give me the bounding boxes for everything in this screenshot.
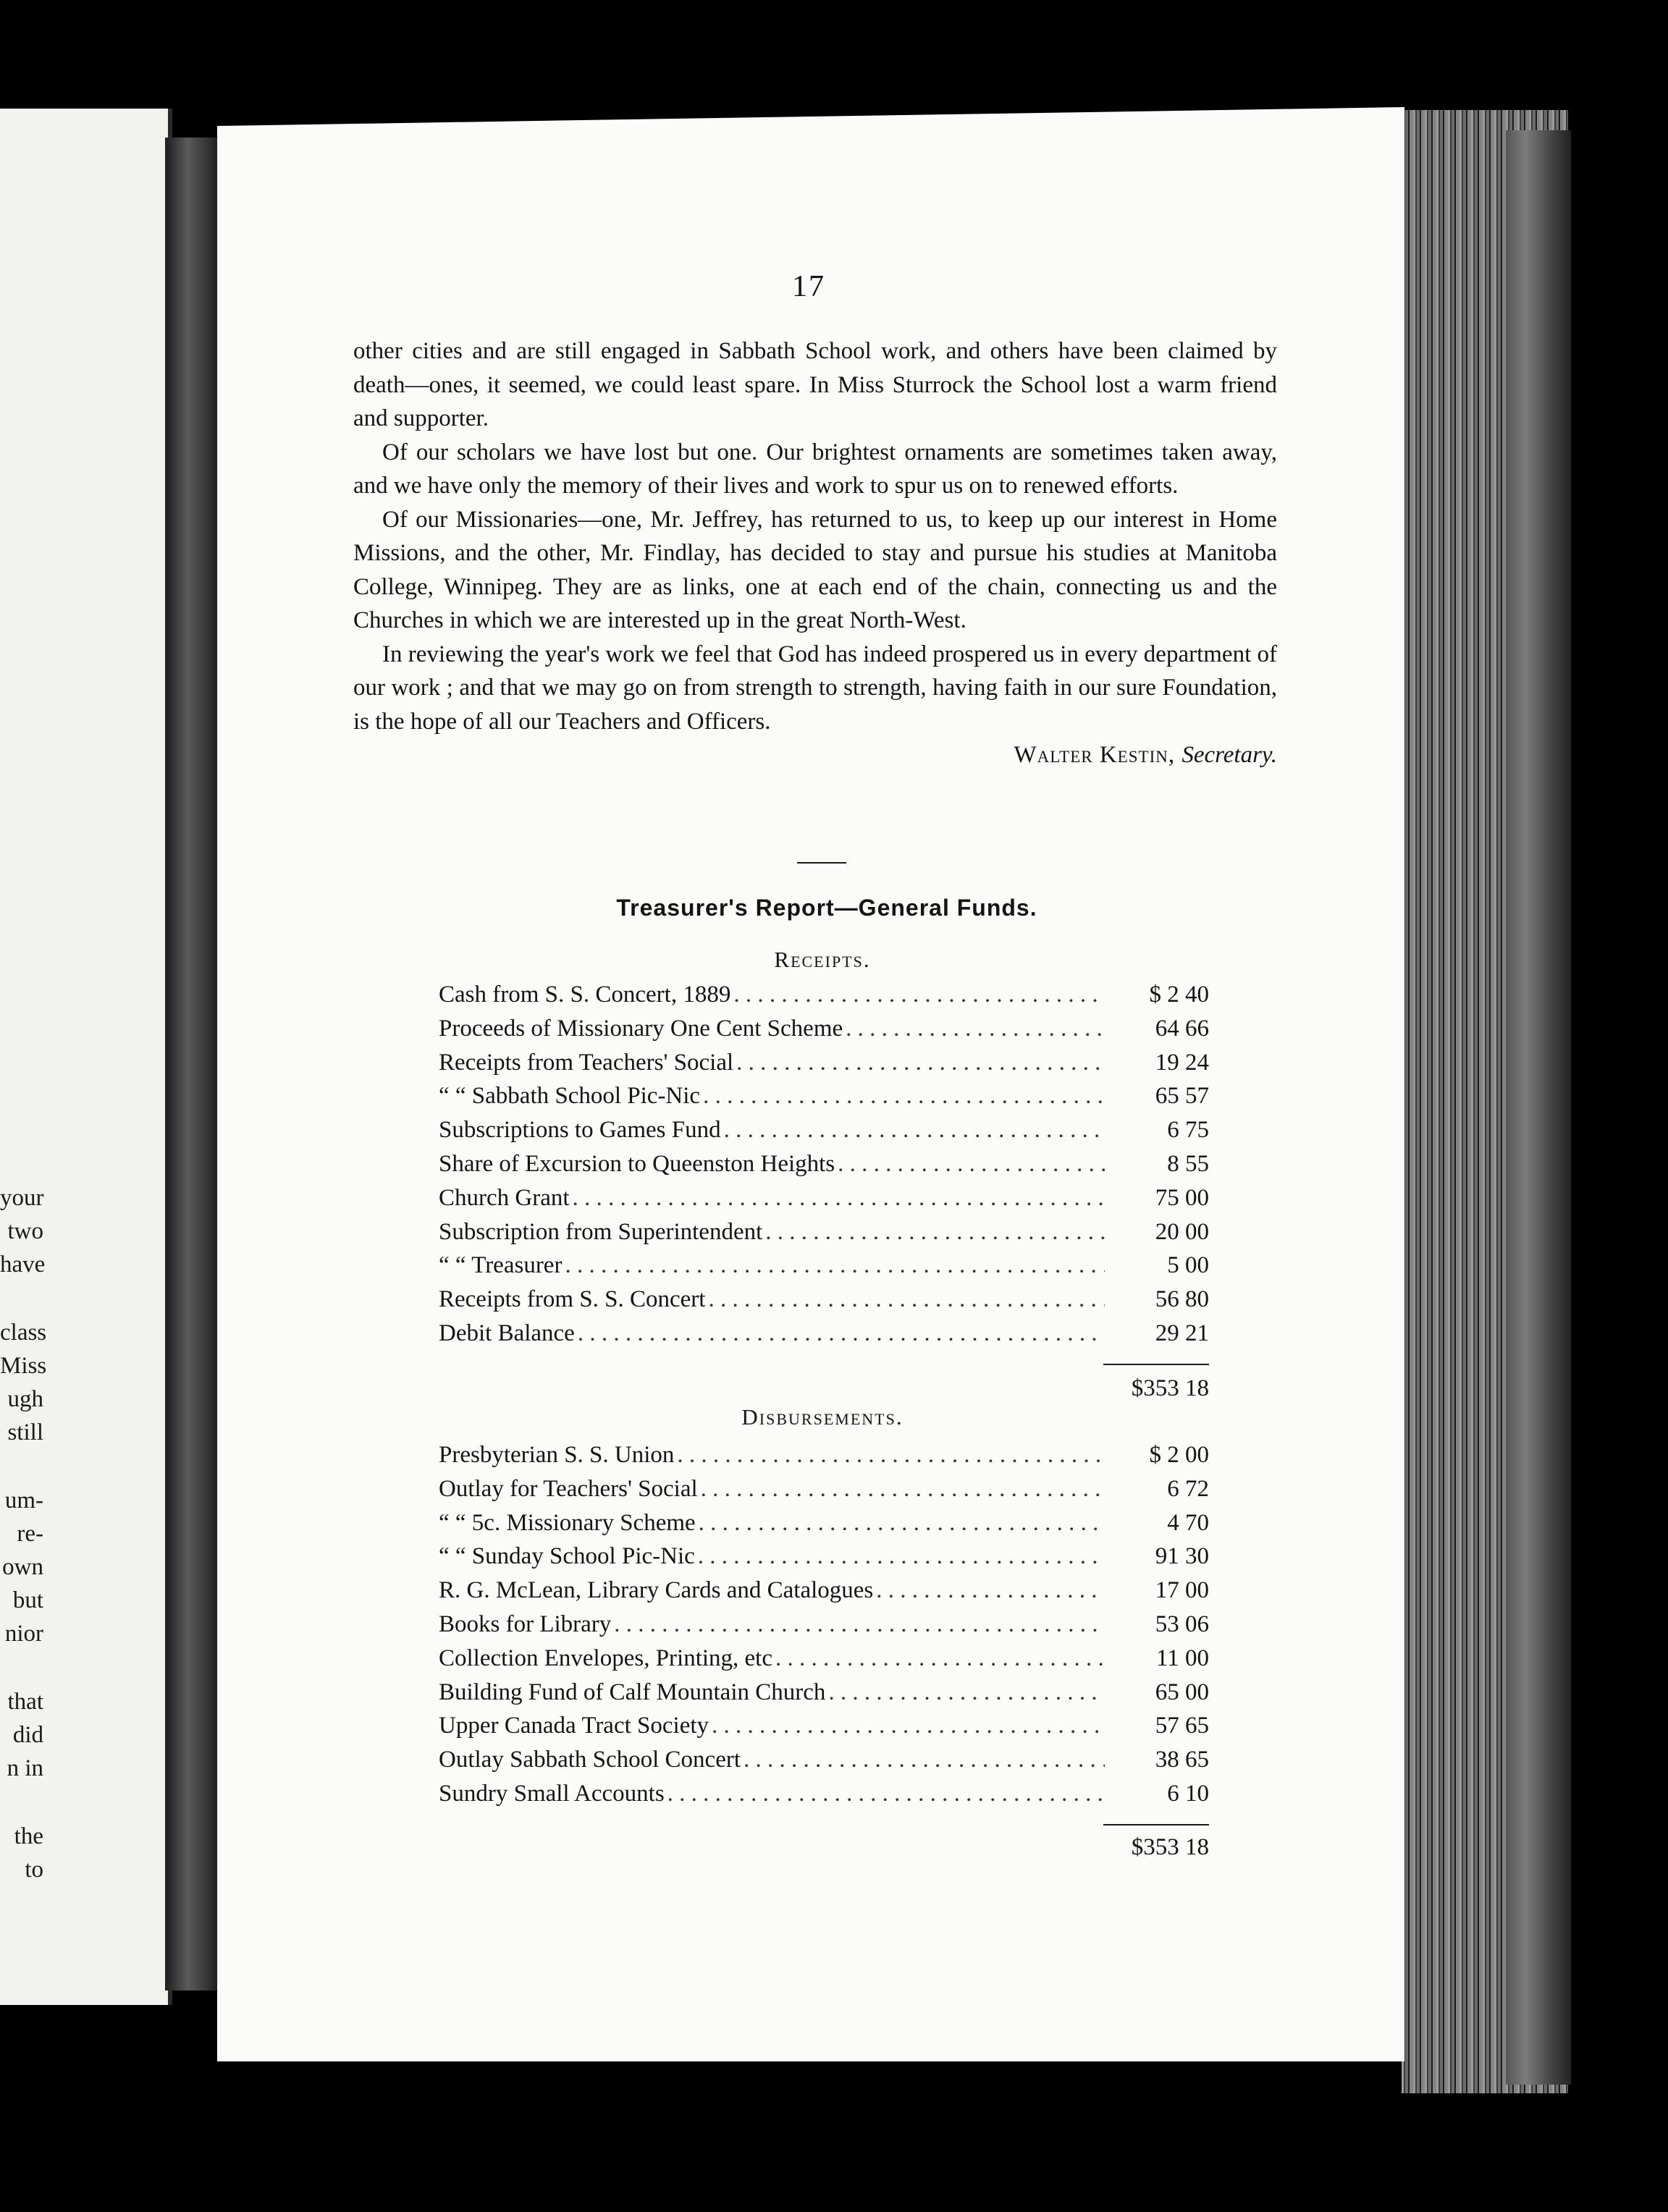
- ledger-item-label: Upper Canada Tract Society: [439, 1713, 709, 1739]
- ledger-item-label: Presbyterian S. S. Union: [439, 1442, 675, 1468]
- dot-leader: [708, 1286, 1105, 1313]
- ledger-item-amount: 65 00: [1155, 1679, 1209, 1705]
- ledger-item-amount: 56 80: [1155, 1286, 1209, 1313]
- ledger-row: [439, 1320, 1209, 1354]
- ledger-item-amount: 5 00: [1167, 1252, 1209, 1279]
- receipts-total-rule: [1103, 1364, 1209, 1365]
- dot-leader: [733, 982, 1105, 1008]
- disbursements-total-rule: [1103, 1824, 1209, 1825]
- ledger-item-amount: 19 24: [1155, 1049, 1209, 1076]
- ledger-row: [439, 1252, 1209, 1286]
- left-page-fragment: re-: [17, 1521, 43, 1547]
- receipts-total: $353 18: [1131, 1375, 1209, 1401]
- ledger-item-label: “ “ 5c. Missionary Scheme: [439, 1509, 696, 1536]
- left-page-fragment: two: [7, 1218, 43, 1244]
- ledger-row: [439, 1645, 1209, 1679]
- ledger-row: [439, 1747, 1209, 1781]
- ledger-item-amount: 17 00: [1155, 1577, 1209, 1604]
- disbursements-heading: Disbursements.: [741, 1404, 904, 1430]
- left-page-fragment: n in: [7, 1755, 43, 1781]
- dot-leader: [846, 1016, 1105, 1042]
- ledger-item-label: Collection Envelopes, Printing, etc: [439, 1645, 773, 1671]
- signature-title: Secretary.: [1182, 742, 1277, 768]
- ledger-item-label: Debit Balance: [439, 1320, 575, 1346]
- ledger-item-amount: 6 75: [1167, 1117, 1209, 1144]
- ledger-item-amount: 38 65: [1155, 1747, 1209, 1773]
- ledger-item-amount: 11 00: [1155, 1645, 1209, 1671]
- signature-name: Walter Kestin,: [1014, 742, 1176, 768]
- left-page-fragment: to: [25, 1857, 43, 1883]
- ledger-item-label: Building Fund of Calf Mountain Church: [439, 1679, 826, 1705]
- book-gutter: [165, 138, 222, 1991]
- ledger-item-label: Receipts from Teachers' Social: [439, 1049, 734, 1076]
- paragraph: In reviewing the year's work we feel that God has indeed prospered us in every department of our work ; and that we may go on from strength to strength, having faith in our sure Foundation, is the hope of all our Teachers and Officers.: [353, 641, 1277, 735]
- dot-leader: [573, 1185, 1105, 1212]
- ledger-item-amount: $ 2 40: [1149, 982, 1209, 1008]
- left-page-fragment: the: [14, 1823, 43, 1849]
- ledger-row: [439, 982, 1209, 1016]
- left-page-fragment: own: [2, 1554, 43, 1580]
- ledger-item-label: Share of Excursion to Queenston Heights: [439, 1150, 835, 1177]
- left-page-fragment: Miss: [0, 1353, 47, 1379]
- ledger-item-amount: 29 21: [1155, 1320, 1209, 1346]
- ledger-row: [439, 1016, 1209, 1050]
- ledger-row: [439, 1543, 1209, 1577]
- dot-leader: [765, 1219, 1105, 1246]
- ledger-item-amount: 6 72: [1167, 1475, 1209, 1502]
- ledger-item-label: Subscriptions to Games Fund: [439, 1117, 721, 1144]
- disbursements-total: $353 18: [1131, 1834, 1209, 1860]
- receipts-heading: Receipts.: [774, 947, 871, 972]
- left-page-fragment: um-: [4, 1487, 43, 1514]
- ledger-item-amount: 20 00: [1155, 1218, 1209, 1245]
- ledger-row: [439, 1781, 1209, 1815]
- ledger-row: [439, 1679, 1209, 1713]
- ledger-row: [439, 1611, 1209, 1645]
- ledger-item-label: Outlay Sabbath School Concert: [439, 1747, 741, 1773]
- dot-leader: [677, 1442, 1105, 1469]
- left-page-fragment: have: [0, 1251, 46, 1278]
- dot-leader: [701, 1476, 1105, 1503]
- ledger-item-label: Sundry Small Accounts: [439, 1780, 665, 1807]
- ledger-item-label: Receipts from S. S. Concert: [439, 1286, 706, 1313]
- left-page-fragment: still: [7, 1419, 43, 1445]
- left-page-fragment: did: [12, 1722, 43, 1748]
- paragraph: Of our scholars we have lost but one. Our brightest ornaments are sometimes taken away, and we have only the memory of their lives and work to spur us on to renewed efforts.: [353, 439, 1277, 499]
- ledger-row: [439, 1577, 1209, 1611]
- ledger-row: [439, 1151, 1209, 1185]
- paragraph: other cities and are still engaged in Sabbath School work, and others have been claimed by death—ones, it seemed, we could least spare. In Miss Sturrock the School lost a warm friend and supporter.: [353, 338, 1277, 431]
- dot-leader: [724, 1117, 1105, 1144]
- ledger-item-amount: 57 65: [1155, 1713, 1209, 1739]
- left-page-fragment: ugh: [7, 1386, 43, 1412]
- dot-leader: [775, 1645, 1105, 1672]
- dot-leader: [744, 1747, 1105, 1773]
- dot-leader: [698, 1543, 1105, 1570]
- paragraph: Of our Missionaries—one, Mr. Jeffrey, has returned to us, to keep up our interest in Home Missions, and the other, Mr. Findlay, has decided to stay and pursue his studies at Manitoba College, Winnipeg. They are as links, one at each end of the chain, connecting us and the Churches in which we are interested up in the great North-West.: [353, 506, 1277, 633]
- ledger-row: [439, 1117, 1209, 1151]
- ledger-item-label: Outlay for Teachers' Social: [439, 1475, 698, 1502]
- ledger-item-label: Cash from S. S. Concert, 1889: [439, 982, 731, 1008]
- ledger-row: [439, 1286, 1209, 1320]
- left-page-fragment: your: [0, 1185, 44, 1211]
- ledger-item-label: Church Grant: [439, 1184, 570, 1211]
- ledger-item-amount: 64 66: [1155, 1015, 1209, 1042]
- ledger-row: [439, 1713, 1209, 1747]
- ledger-item-amount: 8 55: [1167, 1150, 1209, 1177]
- ledger-item-label: “ “ Sabbath School Pic-Nic: [439, 1083, 701, 1110]
- left-page-fragment: class: [0, 1320, 47, 1346]
- dot-leader: [828, 1679, 1105, 1706]
- ledger-item-amount: 65 57: [1155, 1083, 1209, 1110]
- ledger-item-amount: $ 2 00: [1149, 1442, 1209, 1468]
- ledger-row: [439, 1185, 1209, 1219]
- ledger-item-label: Proceeds of Missionary One Cent Scheme: [439, 1015, 843, 1042]
- dot-leader: [712, 1713, 1105, 1739]
- left-page-fragment: but: [12, 1587, 43, 1613]
- dot-leader: [614, 1611, 1105, 1638]
- disbursements-table: [439, 1442, 1209, 1815]
- ledger-item-label: “ “ Treasurer: [439, 1252, 563, 1279]
- ledger-item-amount: 75 00: [1155, 1184, 1209, 1211]
- dot-leader: [703, 1083, 1105, 1110]
- dot-leader: [578, 1320, 1105, 1347]
- ledger-item-amount: 4 70: [1167, 1509, 1209, 1536]
- dot-leader: [667, 1781, 1105, 1807]
- ledger-row: [439, 1050, 1209, 1084]
- ledger-row: [439, 1476, 1209, 1510]
- ledger-item-amount: 91 30: [1155, 1543, 1209, 1570]
- dot-leader: [565, 1252, 1105, 1279]
- ledger-item-label: R. G. McLean, Library Cards and Catalogues: [439, 1577, 874, 1604]
- report-title: Treasurer's Report—General Funds.: [616, 895, 1037, 921]
- ledger-item-amount: 53 06: [1155, 1611, 1209, 1637]
- book-cover-edge: [1506, 130, 1571, 2085]
- ledger-row: [439, 1083, 1209, 1117]
- signature: [353, 738, 1277, 772]
- dot-leader: [736, 1050, 1105, 1076]
- ledger-row: [439, 1219, 1209, 1253]
- ledger-item-label: Subscription from Superintendent: [439, 1218, 763, 1245]
- left-page-fragment: that: [7, 1689, 43, 1715]
- page-number: 17: [792, 270, 825, 303]
- body-text: [353, 334, 1277, 772]
- dot-leader: [699, 1510, 1105, 1537]
- left-page-fragment: nior: [4, 1621, 43, 1647]
- ledger-row: [439, 1510, 1209, 1544]
- receipts-table: [439, 982, 1209, 1354]
- ledger-item-label: “ “ Sunday School Pic-Nic: [439, 1543, 695, 1570]
- dot-leader: [838, 1151, 1105, 1178]
- section-divider: [797, 862, 846, 864]
- ledger-row: [439, 1442, 1209, 1476]
- dot-leader: [876, 1577, 1105, 1604]
- ledger-item-label: Books for Library: [439, 1611, 612, 1637]
- ledger-item-amount: 6 10: [1167, 1780, 1209, 1807]
